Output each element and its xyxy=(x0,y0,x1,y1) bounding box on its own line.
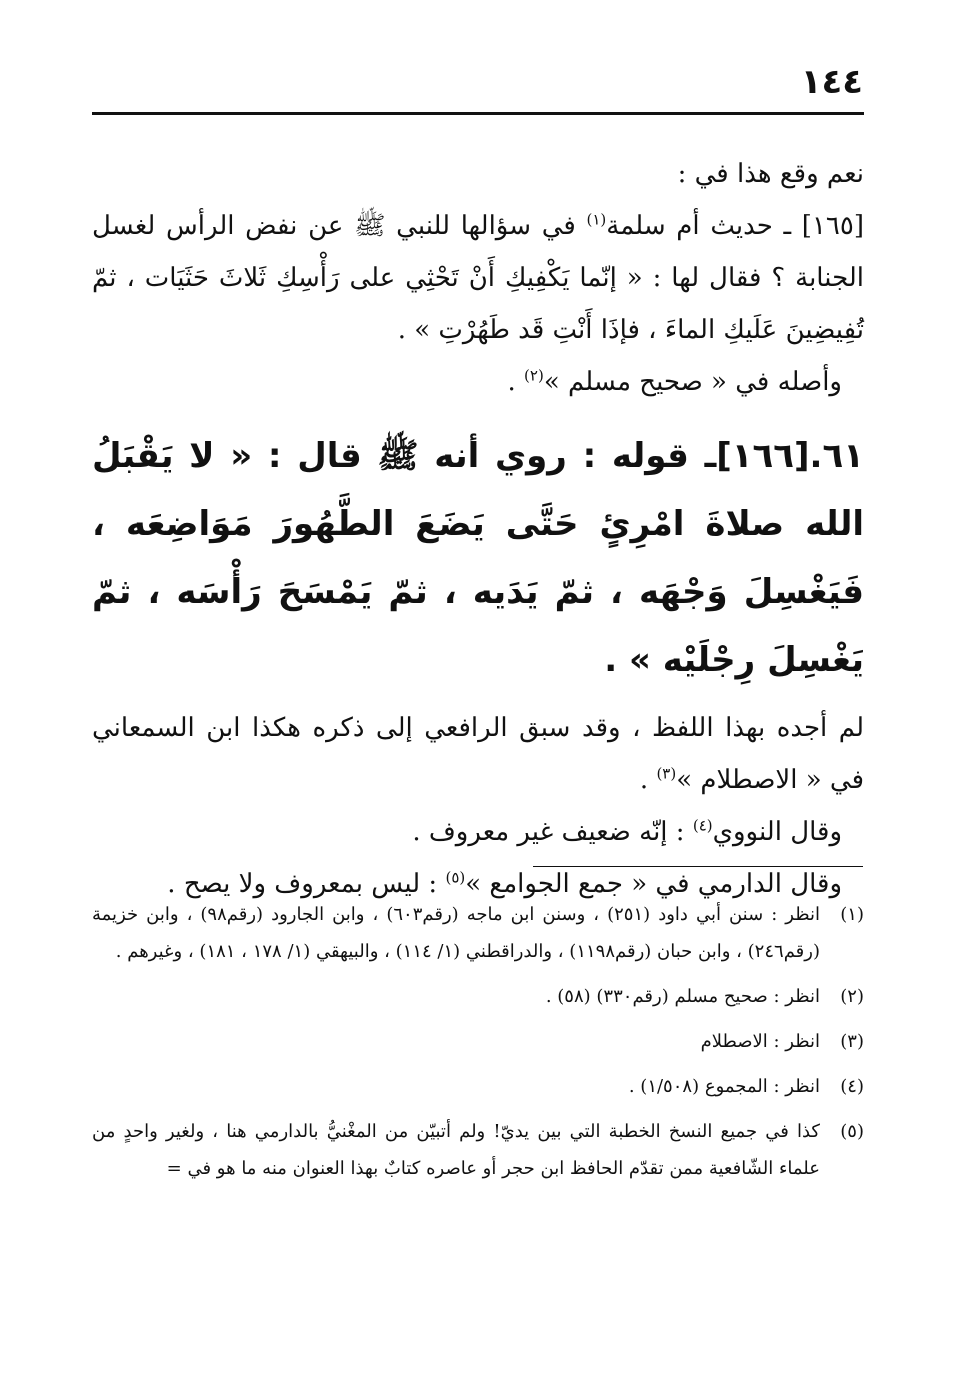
hadith-165 xyxy=(92,200,864,356)
footnote-ref-2: (٢) xyxy=(524,366,544,385)
intro-line: نعم وقع هذا في : xyxy=(677,159,864,189)
footnote xyxy=(92,896,864,970)
footnote-ref-4: (٤) xyxy=(692,816,713,835)
origin-period: . xyxy=(507,367,516,397)
commentary-2-rest: : إنّه ضعيف غير معروف . xyxy=(412,817,685,847)
footnote-number: (٥) xyxy=(840,1121,864,1142)
footnote-number: (١) xyxy=(840,904,864,925)
footnote-separator xyxy=(533,866,863,867)
footnote-ref-5: (٥) xyxy=(445,868,466,887)
commentary-1 xyxy=(92,702,864,806)
footnotes xyxy=(92,896,864,1195)
origin-line xyxy=(92,356,864,408)
page-number: ١٤٤ xyxy=(800,62,863,102)
commentary-2-lead: وقال النووي xyxy=(712,817,842,847)
footnote xyxy=(92,1113,864,1187)
hadith-166-title: ٦١.[١٦٦]ـ قوله : روي أنه ﷺ قال : « لا يَقْبَلُ الله صلاةَ امْرِئٍ حَتَّى يَضَعَ الطَّهُورَ مَوَاضِعَه ، فَيَغْسِلَ وَجْهَه ، ثمّ يَدَيه ، ثمّ يَمْسَحَ رَأْسَه ، ثمّ يَغْسِلَ رِجْلَيْه » . xyxy=(92,436,864,680)
footnote-ref-3: (٣) xyxy=(656,764,677,783)
footnote-text: انظر : سنن أبي داود (٢٥١) ، وسنن ابن ماجه (رقم٦٠٣) ، وابن الجارود (رقم٩٨) ، وابن خزيمة (رقم٢٤٦) ، وابن حبان (رقم١١٩٨) ، والدراقطني (١/ ١١٤) ، والبيهقي (١/ ١٧٨ ، ١٨١) ، وغيرهم . xyxy=(92,904,820,962)
footnote-number: (٤) xyxy=(840,1076,864,1097)
commentary-1-text: لم أجده بهذا اللفظ ، وقد سبق الرافعي إلى ذكره هكذا ابن السمعاني في « الاصطلام » xyxy=(92,713,864,795)
hadith-165-body: في سؤالها للنبي ﷺ عن نفض الرأس لغسل الجنابة ؟ فقال لها : « إنّما يَكْفِيكِ أَنْ تَحْثِي على رَأْسِكِ ثَلاثَ حَثَيَات ، ثمّ تُفِيضِينَ عَلَيكِ الماءَ ، فإذَا أَنْتِ قَد طَهُرْتِ » . xyxy=(92,211,864,345)
main-text xyxy=(92,148,864,910)
footnote xyxy=(92,978,864,1015)
footnote-number: (٣) xyxy=(840,1031,864,1052)
footnote-ref-1: (١) xyxy=(586,210,607,229)
commentary-3-rest: : ليس بمعروف ولا يصح . xyxy=(167,869,438,899)
origin-text: وأصله في « صحيح مسلم » xyxy=(543,367,842,397)
footnote xyxy=(92,1068,864,1105)
commentary-3-lead: وقال الدارمي في « جمع الجوامع » xyxy=(465,869,842,899)
footnote-text: كذا في جميع النسخ الخطبة التي بين يديّ! ولم أتبيّن من المغْنيُّ بالدارمي هنا ، ولغير واحدٍ من علماء الشّافعية ممن تقدّم الحافظ ابن حجر أو عاصره كتابٌ بهذا العنوان منه ما هو في = xyxy=(92,1121,820,1179)
footnote-number: (٢) xyxy=(840,986,864,1007)
footnote-text: انظر : الاصطلام xyxy=(700,1031,820,1052)
commentary-1-period: . xyxy=(639,765,649,795)
commentary-2 xyxy=(92,806,864,858)
footnote xyxy=(92,1023,864,1060)
footnote-text: انظر : المجموع (١/٥٠٨) . xyxy=(628,1076,820,1097)
header-rule xyxy=(92,112,864,115)
footnote-text: انظر : صحيح مسلم (رقم٣٣٠) (٥٨) . xyxy=(545,986,820,1007)
hadith-165-lead: [١٦٥] ـ حديث أم سلمة xyxy=(606,211,864,241)
